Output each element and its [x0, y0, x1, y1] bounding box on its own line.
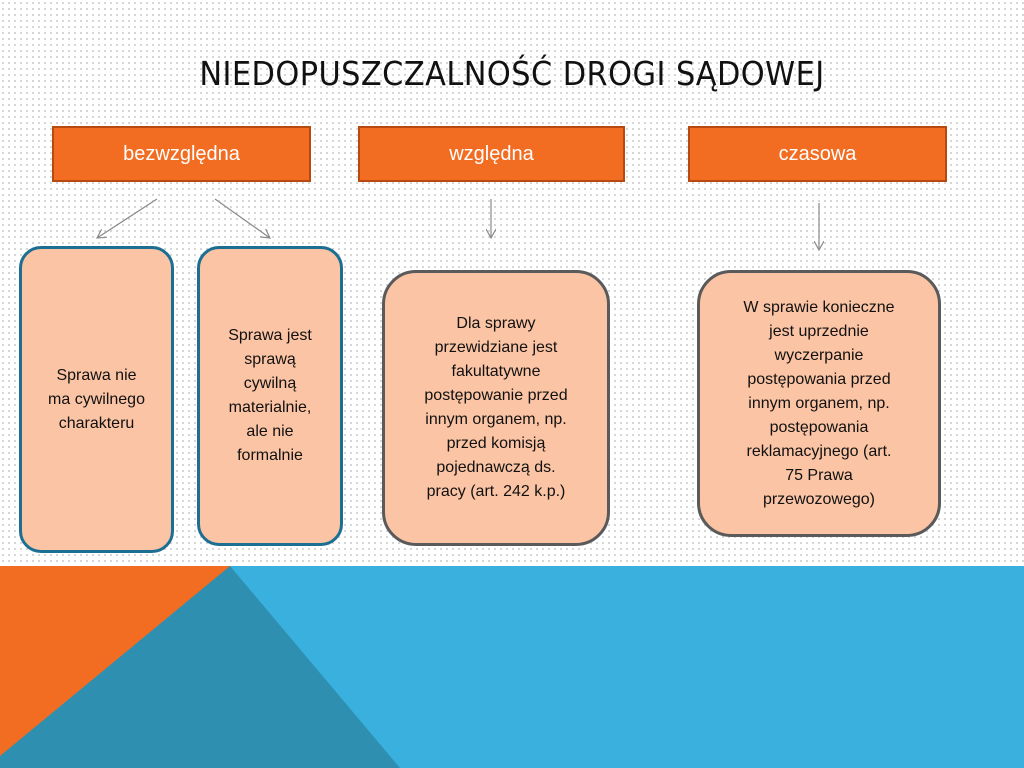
- category-bezwzgledna: bezwzględna: [52, 126, 311, 182]
- arrow-left-down: [97, 199, 157, 238]
- arrow-right-down: [215, 199, 270, 238]
- category-czasowa: czasowa: [688, 126, 947, 182]
- card-no-civil-character: Sprawa nie ma cywilnego charakteru: [19, 246, 174, 553]
- category-wzgledna: względna: [358, 126, 625, 182]
- card-optional-procedure: Dla sprawy przewidziane jest fakultatywne postępowanie przed innym organem, np. przed komisją pojednawczą ds. pracy (art. 242 k.p.): [382, 270, 610, 546]
- card-civil-materially: Sprawa jest sprawą cywilną materialnie, ale nie formalnie: [197, 246, 343, 546]
- footer-decoration: [0, 566, 1024, 768]
- slide-title: NIEDOPUSZCZALNOŚĆ DROGI SĄDOWEJ: [199, 54, 825, 93]
- card-prior-procedure-required: W sprawie konieczne jest uprzednie wyczerpanie postępowania przed innym organem, np. postępowania reklamacyjnego (art. 75 Prawa przewozowego): [697, 270, 941, 537]
